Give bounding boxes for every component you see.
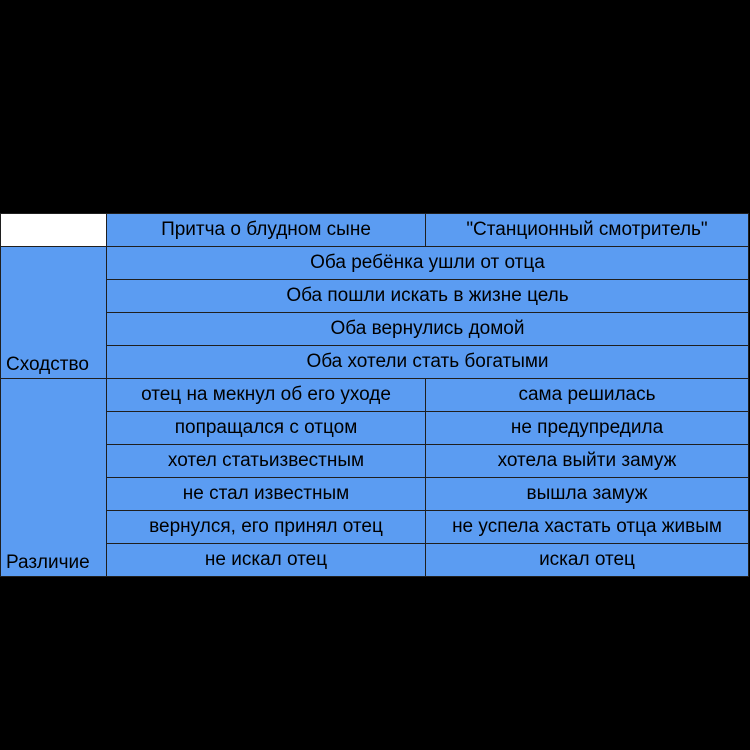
difference-cell-b: не предупредила bbox=[426, 412, 749, 445]
difference-cell-b: вышла замуж bbox=[426, 478, 749, 511]
difference-cell-b: хотела выйти замуж bbox=[426, 445, 749, 478]
difference-row bbox=[1, 445, 749, 478]
difference-row bbox=[1, 379, 749, 412]
header-col-b: "Станционный смотритель" bbox=[426, 214, 749, 247]
similarity-cell: Оба хотели стать богатыми bbox=[107, 346, 749, 379]
difference-label: Различие bbox=[1, 379, 107, 577]
difference-cell-a: хотел статьизвестным bbox=[107, 445, 426, 478]
header-col-a: Притча о блудном сыне bbox=[107, 214, 426, 247]
similarity-row bbox=[1, 313, 749, 346]
similarity-cell: Оба вернулись домой bbox=[107, 313, 749, 346]
difference-cell-b: не успела хастать отца живым bbox=[426, 511, 749, 544]
corner-cell bbox=[1, 214, 107, 247]
difference-cell-a: не искал отец bbox=[107, 544, 426, 577]
similarity-cell: Оба ребёнка ушли от отца bbox=[107, 247, 749, 280]
similarity-label: Сходство bbox=[1, 247, 107, 379]
comparison-table-container bbox=[0, 213, 748, 577]
difference-row bbox=[1, 544, 749, 577]
similarity-row bbox=[1, 346, 749, 379]
difference-cell-a: попращался с отцом bbox=[107, 412, 426, 445]
comparison-table bbox=[0, 213, 749, 577]
similarity-cell: Оба пошли искать в жизне цель bbox=[107, 280, 749, 313]
difference-row bbox=[1, 478, 749, 511]
difference-cell-a: отец на мекнул об его уходе bbox=[107, 379, 426, 412]
similarity-row bbox=[1, 280, 749, 313]
difference-cell-a: вернулся, его принял отец bbox=[107, 511, 426, 544]
difference-cell-b: сама решилась bbox=[426, 379, 749, 412]
difference-cell-a: не стал известным bbox=[107, 478, 426, 511]
difference-row bbox=[1, 412, 749, 445]
similarity-row bbox=[1, 247, 749, 280]
difference-cell-b: искал отец bbox=[426, 544, 749, 577]
header-row bbox=[1, 214, 749, 247]
difference-row bbox=[1, 511, 749, 544]
